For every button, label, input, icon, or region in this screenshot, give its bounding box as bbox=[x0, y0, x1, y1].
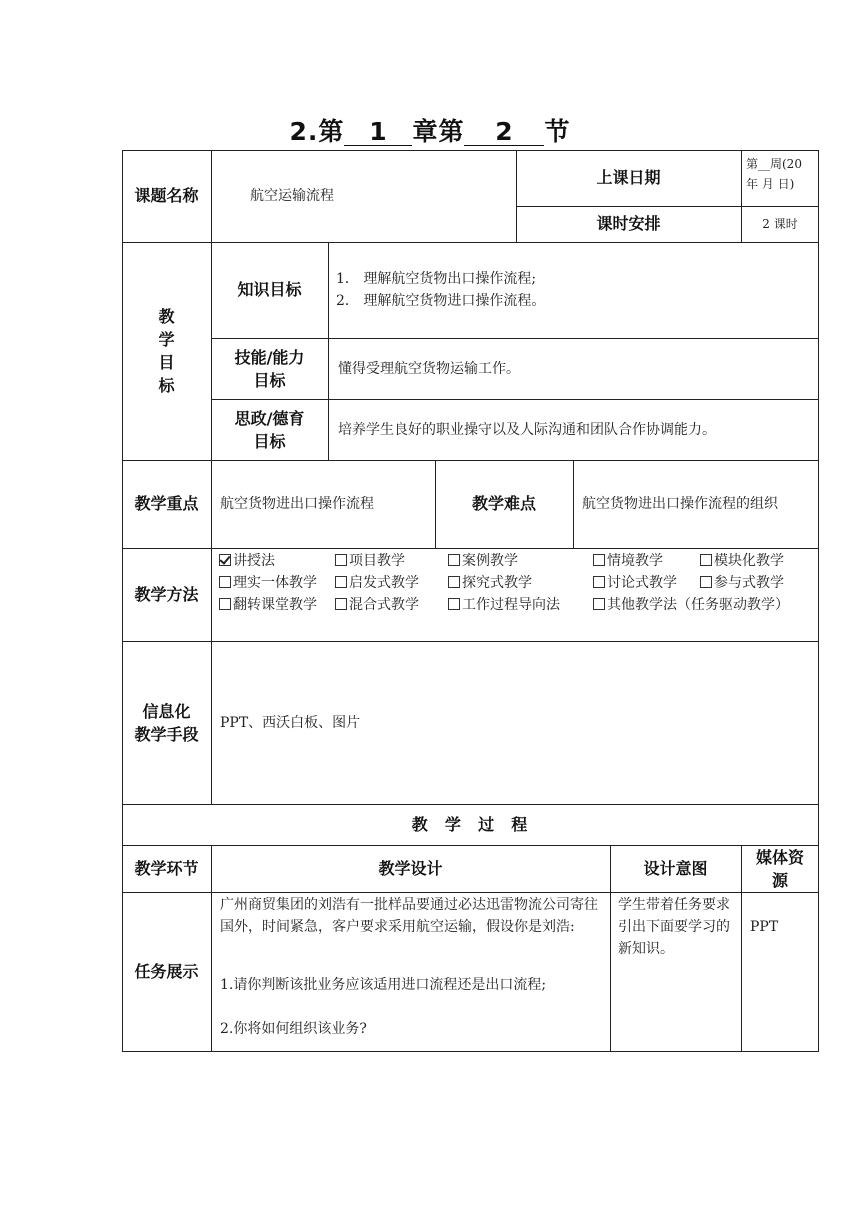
method-project-checkbox[interactable] bbox=[335, 554, 347, 566]
method-case-label: 案例教学 bbox=[462, 553, 518, 569]
design-question-2: 2.你将如何组织该业务? bbox=[220, 1021, 367, 1037]
method-integrated-label: 理实一体教学 bbox=[233, 575, 317, 591]
method-heuristic-checkbox[interactable] bbox=[335, 576, 347, 588]
page-title bbox=[0, 112, 860, 148]
knowledge-goal-label: 知识目标 bbox=[237, 280, 302, 299]
difficult-point-value: 航空货物进出口操作流程的组织 bbox=[582, 496, 778, 512]
method-participatory-label: 参与式教学 bbox=[714, 575, 784, 591]
method-blended[interactable] bbox=[335, 595, 419, 615]
title-suffix: 节 bbox=[544, 117, 571, 146]
key-point-value: 航空货物进出口操作流程 bbox=[220, 496, 374, 512]
col-intent-header: 设计意图 bbox=[643, 858, 708, 878]
method-flipped-label: 翻转课堂教学 bbox=[233, 597, 317, 613]
method-inquiry-label: 探究式教学 bbox=[462, 575, 532, 591]
course-name-label: 课题名称 bbox=[134, 186, 199, 205]
knowledge-goal-list bbox=[336, 268, 814, 312]
teaching-methods-label: 教学方法 bbox=[134, 584, 199, 604]
title-prefix: 2.第 bbox=[289, 117, 345, 146]
method-flipped-checkbox[interactable] bbox=[219, 598, 231, 610]
method-integrated[interactable] bbox=[219, 573, 317, 593]
class-date-line2: 年 月 日) bbox=[746, 177, 795, 191]
knowledge-goal-item-2: 2． 理解航空货物进口操作流程。 bbox=[336, 293, 546, 309]
method-scenario[interactable] bbox=[593, 551, 663, 571]
method-project-label: 项目教学 bbox=[349, 553, 405, 569]
title-mid: 章第 bbox=[412, 117, 465, 146]
method-heuristic[interactable] bbox=[335, 573, 419, 593]
method-participatory-checkbox[interactable] bbox=[700, 576, 712, 588]
method-case[interactable] bbox=[448, 551, 518, 571]
method-scenario-checkbox[interactable] bbox=[593, 554, 605, 566]
skill-goal-label bbox=[211, 338, 328, 399]
method-flipped[interactable] bbox=[219, 595, 317, 615]
media-resource-value: PPT bbox=[750, 919, 779, 935]
method-blended-label: 混合式教学 bbox=[349, 597, 419, 613]
goals-char-4: 标 bbox=[158, 376, 175, 395]
method-lecture-checkbox[interactable] bbox=[219, 554, 231, 566]
col-media-header bbox=[741, 845, 819, 892]
goals-char-1: 教 bbox=[158, 307, 175, 326]
method-project[interactable] bbox=[335, 551, 405, 571]
method-lecture[interactable] bbox=[219, 551, 275, 571]
method-other-label: 其他教学法（任务驱动教学） bbox=[607, 597, 789, 613]
goals-char-3: 目 bbox=[158, 353, 175, 372]
method-integrated-checkbox[interactable] bbox=[219, 576, 231, 588]
teaching-process-title: 教 学 过 程 bbox=[411, 814, 530, 834]
chapter-number: 1 bbox=[344, 119, 412, 146]
method-case-checkbox[interactable] bbox=[448, 554, 460, 566]
col-media-header-line1: 媒体资 bbox=[755, 847, 804, 867]
method-discussion[interactable] bbox=[593, 573, 677, 593]
moral-goal-label-line2: 目标 bbox=[253, 431, 286, 451]
method-discussion-checkbox[interactable] bbox=[593, 576, 605, 588]
course-name-value: 航空运输流程 bbox=[250, 188, 334, 204]
method-modular-checkbox[interactable] bbox=[700, 554, 712, 566]
method-blended-checkbox[interactable] bbox=[335, 598, 347, 610]
class-date-label: 上课日期 bbox=[596, 168, 661, 187]
design-question-1: 1.请你判断该批业务应该适用进口流程还是出口流程; bbox=[220, 977, 547, 993]
col-media-header-line2: 源 bbox=[771, 870, 788, 890]
method-discussion-label: 讨论式教学 bbox=[607, 575, 677, 591]
method-inquiry-checkbox[interactable] bbox=[448, 576, 460, 588]
skill-goal-label-line1: 技能/能力 bbox=[234, 347, 305, 367]
design-intent-text: 学生带着任务要求引出下面要学习的新知识。 bbox=[618, 897, 730, 957]
method-work-process-checkbox[interactable] bbox=[448, 598, 460, 610]
skill-goal-value: 懂得受理航空货物运输工作。 bbox=[338, 360, 520, 377]
method-other[interactable] bbox=[593, 595, 789, 615]
info-means-value: PPT、西沃白板、图片 bbox=[220, 714, 361, 731]
stage-task-presentation: 任务展示 bbox=[134, 962, 199, 981]
method-heuristic-label: 启发式教学 bbox=[349, 575, 419, 591]
info-means-label-line2: 教学手段 bbox=[134, 724, 199, 744]
col-design-header: 教学设计 bbox=[378, 858, 443, 878]
class-hours-label: 课时安排 bbox=[596, 214, 661, 233]
moral-goal-value: 培养学生良好的职业操守以及人际沟通和团队合作协调能力。 bbox=[338, 421, 716, 438]
goals-char-2: 学 bbox=[158, 330, 175, 349]
moral-goal-label bbox=[211, 399, 328, 460]
info-means-label-line1: 信息化 bbox=[142, 701, 191, 721]
class-date-line1: 第__周(20 bbox=[746, 157, 802, 171]
info-means-label bbox=[122, 641, 211, 804]
method-modular[interactable] bbox=[700, 551, 784, 571]
method-lecture-label: 讲授法 bbox=[233, 553, 275, 569]
difficult-point-label: 教学难点 bbox=[471, 494, 536, 513]
design-scenario-text: 广州商贸集团的刘浩有一批样品要通过必达迅雷物流公司寄往国外，时间紧急，客户要求采用航空运输，假设你是刘浩: bbox=[220, 897, 598, 935]
method-modular-label: 模块化教学 bbox=[714, 553, 784, 569]
method-participatory[interactable] bbox=[700, 573, 784, 593]
method-inquiry[interactable] bbox=[448, 573, 532, 593]
class-date-value bbox=[746, 154, 818, 202]
class-hours-value: 2 课时 bbox=[762, 217, 798, 231]
moral-goal-label-line1: 思政/德育 bbox=[234, 408, 305, 428]
section-number: 2 bbox=[464, 119, 544, 146]
method-work-process[interactable] bbox=[448, 595, 560, 615]
col-stage-header: 教学环节 bbox=[134, 858, 199, 878]
method-scenario-label: 情境教学 bbox=[607, 553, 663, 569]
skill-goal-label-line2: 目标 bbox=[253, 370, 286, 390]
method-work-process-label: 工作过程导向法 bbox=[462, 597, 560, 613]
teaching-goals-label bbox=[122, 242, 211, 460]
knowledge-goal-item-1: 1． 理解航空货物出口操作流程; bbox=[336, 271, 537, 287]
method-other-checkbox[interactable] bbox=[593, 598, 605, 610]
key-point-label: 教学重点 bbox=[134, 494, 199, 513]
